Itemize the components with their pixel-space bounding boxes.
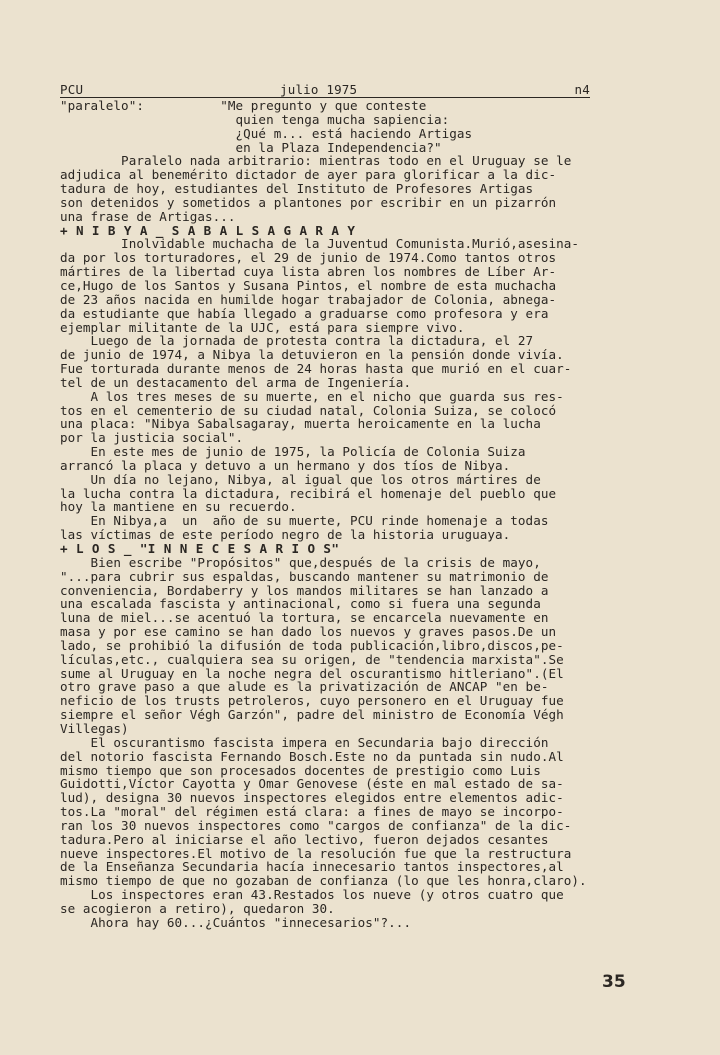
text-line: por la justicia social". bbox=[60, 430, 244, 446]
text-line: mártires de la libertad cuya lista abren los nombres de Líber Ar- bbox=[60, 264, 557, 280]
text-line: mismo tiempo de que no gozaban de confianza (lo que les honra,claro). bbox=[60, 873, 587, 889]
section-heading: + L O S _ "I N N E C E S A R I O S" bbox=[60, 541, 340, 556]
text-line: da por los torturadores, el 29 de junio de 1974.Como tantos otros bbox=[60, 250, 557, 266]
text-line: arrancó la placa y detuvo a un hermano y dos tíos de Nibya. bbox=[60, 457, 511, 473]
text-line: la lucha contra la dictadura, recibirá el homenaje del pueblo que bbox=[60, 485, 557, 501]
text-line: Un día no lejano, Nibya, al igual que los otros mártires de bbox=[60, 471, 541, 487]
text-line: tadura de hoy, estudiantes del Instituto de Profesores Artigas bbox=[60, 181, 534, 197]
text-line: las víctimas de este período negro de la historia uruguaya. bbox=[60, 527, 511, 543]
publication-name: PCU bbox=[60, 82, 84, 97]
text-line: nueve inspectores.El motivo de la resolución fue que la restructura bbox=[60, 845, 572, 861]
text-line: A los tres meses de su muerte, en el nicho que guarda sus res- bbox=[60, 388, 564, 404]
text-line: tadura.Pero al iniciarse el año lectivo, fueron dejados cesantes bbox=[60, 831, 549, 847]
text-line: otro grave paso a que alude es la privatización de ANCAP "en be- bbox=[60, 679, 549, 695]
text-line: "...para cubrir sus espaldas, buscando mantener su matrimonio de bbox=[60, 568, 549, 584]
text-line: En Nibya,a un año de su muerte, PCU rinde homenaje a todas bbox=[60, 513, 549, 529]
text-line: adjudica al benemérito dictador de ayer para glorificar a la dic- bbox=[60, 167, 557, 183]
text-line: Luego de la jornada de protesta contra la dictadura, el 27 bbox=[60, 333, 534, 349]
text-line: ce,Hugo de los Santos y Susana Pintos, el nombre de esta muchacha bbox=[60, 277, 557, 293]
text-line: de la Enseñanza Secundaria hacía innecesario tantos inspectores,al bbox=[60, 859, 564, 875]
text-line: lículas,etc., cualquiera sea su origen, de "tendencia marxista".Se bbox=[60, 651, 564, 667]
text-line: masa y por ese camino se han dado los nuevos y graves pasos.De un bbox=[60, 624, 557, 640]
text-line: quien tenga mucha sapiencia: bbox=[60, 111, 450, 127]
text-line: tel de un destacamento del arma de Ingeniería. bbox=[60, 374, 412, 390]
text-line: Los inspectores eran 43.Restados los nueve (y otros cuatro que bbox=[60, 887, 564, 903]
text-line: ran los 30 nuevos inspectores como "cargos de confianza" de la dic- bbox=[60, 817, 572, 833]
text-line: una placa: "Nibya Sabalsagaray, muerta heroicamente en la lucha bbox=[60, 416, 541, 432]
text-line: de junio de 1974, a Nibya la detuvieron en la pensión donde vivía. bbox=[60, 347, 564, 363]
text-line: tos.La "moral" del régimen está clara: a fines de mayo se incorpo- bbox=[60, 804, 564, 820]
text-line: lado, se prohibió la difusión de toda publicación,libro,discos,pe- bbox=[60, 637, 564, 653]
text-line: son detenidos y sometidos a plantones por escribir en un pizarrón bbox=[60, 194, 557, 210]
text-line: Paralelo nada arbitrario: mientras todo en el Uruguay se le bbox=[60, 153, 572, 169]
page-header bbox=[60, 82, 590, 98]
text-line: El oscurantismo fascista impera en Secundaria bajo dirección bbox=[60, 734, 549, 750]
issue-date: julio 1975 bbox=[280, 82, 358, 97]
page-number: 35 bbox=[602, 972, 626, 992]
text-line: hoy la mantiene en su recuerdo. bbox=[60, 499, 297, 515]
text-line: Ahora hay 60...¿Cuántos "innecesarios"?... bbox=[60, 914, 412, 930]
text-line: una frase de Artigas... bbox=[60, 208, 236, 224]
text-line: lud), designa 30 nuevos inspectores elegidos entre elementos adic- bbox=[60, 790, 564, 806]
text-line: Villegas) bbox=[60, 720, 129, 736]
text-line: Guidotti,Víctor Cayotta y Omar Genovese (éste en mal estado de sa- bbox=[60, 776, 564, 792]
text-line: una escalada fascista y antinacional, como si fuera una segunda bbox=[60, 596, 541, 612]
article-body bbox=[60, 99, 660, 930]
text-line: del notorio fascista Fernando Bosch.Este no da puntada sin nudo.Al bbox=[60, 748, 564, 764]
section-heading: + N I B Y A _ S A B A L S A G A R A Y bbox=[60, 222, 356, 238]
text-line: sume al Uruguay en la noche negra del oscurantismo hitleriano".(El bbox=[60, 665, 564, 681]
text-line: "paralelo": "Me pregunto y que conteste bbox=[60, 98, 427, 113]
text-line: tos en el cementerio de su ciudad natal, Colonia Suiza, se colocó bbox=[60, 402, 557, 418]
text-line: conveniencia, Bordaberry y los mandos militares se han lanzado a bbox=[60, 582, 549, 598]
text-line: ejemplar militante de la UJC, está para siempre vivo. bbox=[60, 319, 465, 335]
text-line: se acogieron a retiro), quedaron 30. bbox=[60, 900, 335, 916]
text-line: Inolvidable muchacha de la Juventud Comunista.Murió,asesina- bbox=[60, 236, 579, 252]
text-line: en la Plaza Independencia?" bbox=[60, 139, 442, 155]
text-line: Bien escribe "Propósitos" que,después de la crisis de mayo, bbox=[60, 554, 541, 570]
text-line: neficio de los trusts petroleros, cuyo personero en el Uruguay fue bbox=[60, 693, 564, 709]
text-line: En este mes de junio de 1975, la Policía de Colonia Suiza bbox=[60, 444, 526, 460]
text-line: da estudiante que había llegado a graduarse como profesora y era bbox=[60, 305, 549, 321]
text-line: Fue torturada durante menos de 24 horas hasta que murió en el cuar- bbox=[60, 361, 572, 377]
text-line: mismo tiempo que son procesados docentes de prestigio como Luis bbox=[60, 762, 541, 778]
text-line: siempre el señor Végh Garzón", padre del ministro de Economía Végh bbox=[60, 707, 564, 723]
issue-number: n4 bbox=[574, 82, 590, 97]
text-line: luna de miel...se acentuó la tortura, se encarcela nuevamente en bbox=[60, 610, 549, 626]
text-line: de 23 años nacida en humilde hogar trabajador de Colonia, abnega- bbox=[60, 291, 557, 307]
text-line: ¿Qué m... está haciendo Artigas bbox=[60, 125, 473, 141]
